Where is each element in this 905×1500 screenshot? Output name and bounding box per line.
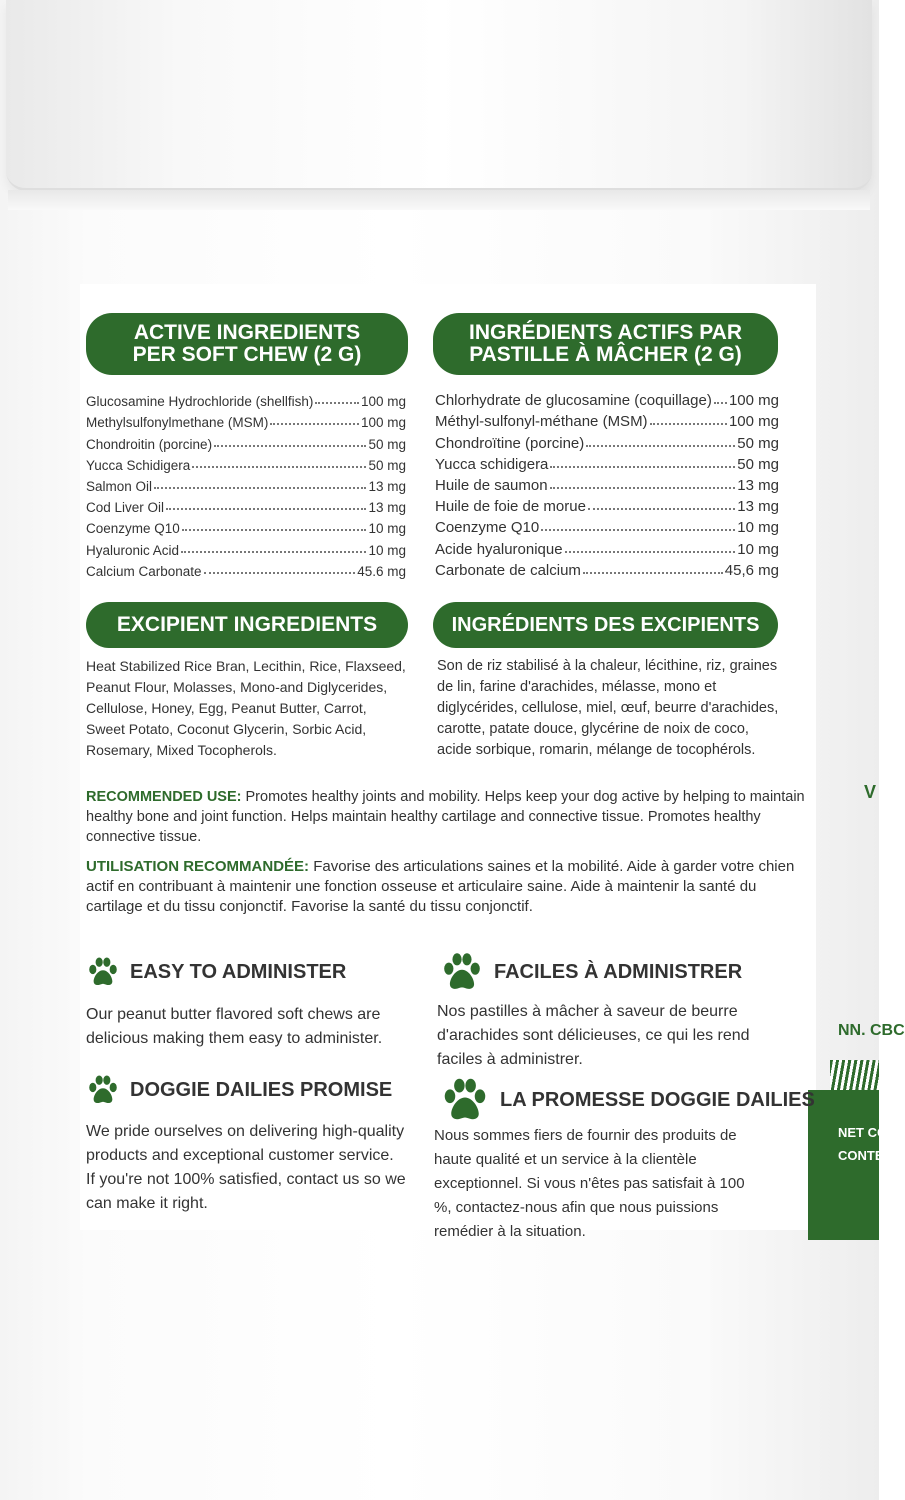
- feature-title-text: DOGGIE DAILIES PROMISE: [130, 1078, 393, 1101]
- recommended-use-text: Promotes healthy joints and mobility. Helps keep your dog active by helping to maintain healthy bone and joint function. Helps maintain healthy cartilage and connective tissue. Promotes healthy connective tissue.: [86, 789, 805, 845]
- ingredient-name: Coenzyme Q10: [86, 521, 180, 537]
- active-ingredients-heading-fr: [433, 313, 778, 375]
- excipient-heading-en: EXCIPIENT INGREDIENTS: [86, 602, 408, 648]
- feature-promise-text-en: We pride ourselves on delivering high-quality products and exceptional customer service. If you're not 100% satisfied, contact us so we can make it right.: [86, 1123, 406, 1212]
- leader-dots: [586, 445, 735, 447]
- feature-easy-text-fr: Nos pastilles à mâcher à saveur de beurre d'arachides sont délicieuses, ce qui les rend faciles à administrer.: [437, 1003, 750, 1068]
- jar-lid: [6, 0, 872, 191]
- ingredient-row: [435, 452, 779, 473]
- feature-easy-title-en: [86, 955, 346, 989]
- leader-dots: [166, 508, 366, 510]
- excipient-text-en: Heat Stabilized Rice Bran, Lecithin, Rice, Flaxseed, Peanut Flour, Molasses, Mono-and Diglycerides, Cellulose, Honey, Egg, Peanut Butter, Carrot, Sweet Potato, Coconut Glycerin, Sorbic Acid, Rosemary, Mixed Tocopherols.: [86, 658, 406, 758]
- feature-promise-title-en: [86, 1073, 392, 1107]
- ingredient-row: [86, 494, 406, 515]
- ingredient-row: [435, 558, 779, 579]
- side-green-band: [808, 1090, 879, 1240]
- active-ingredients-table-fr: [435, 388, 779, 579]
- recommended-use-text: Favorise des articulations saines et la mobilité. Aide à garder votre chien actif en contribuant à maintenir une fonction osseuse et articulaire saine. Aide à maintenir la santé du cartilage et du tissu conjonctif. Favorise la santé du tissu conjonctif.: [86, 858, 795, 915]
- leader-dots: [541, 529, 735, 531]
- leader-dots: [270, 423, 359, 425]
- leader-dots: [583, 572, 723, 574]
- ingredient-amount: 100 mg: [360, 394, 406, 410]
- ingredient-amount: 13 mg: [368, 478, 406, 494]
- paw-icon: [440, 950, 484, 994]
- ingredient-name: Methylsulfonylmethane (MSM): [86, 415, 269, 431]
- leader-dots: [204, 572, 356, 574]
- active-ingredients-table-en: [86, 388, 406, 579]
- leader-dots: [154, 487, 366, 489]
- ingredient-name: Cod Liver Oil: [86, 500, 165, 516]
- active-ingredients-heading-en: [86, 313, 408, 375]
- recommended-use-en: [86, 787, 806, 847]
- leader-dots: [550, 487, 736, 489]
- heading-line-2: PER SOFT CHEW (2 G): [132, 343, 362, 366]
- ingredient-row: [86, 536, 406, 557]
- ingredient-amount: 10 mg: [368, 521, 406, 537]
- recommended-use-label: RECOMMENDED USE:: [86, 789, 242, 805]
- feature-promise-title-fr: [440, 1075, 815, 1125]
- feature-title-text: LA PROMESSE DOGGIE DAILIES: [500, 1088, 815, 1111]
- leader-dots: [650, 423, 727, 425]
- heading-line-1: ACTIVE INGREDIENTS: [133, 320, 361, 344]
- ingredient-amount: 50 mg: [737, 434, 779, 452]
- paw-icon: [86, 955, 120, 989]
- ingredient-row: [86, 409, 406, 430]
- feature-title-text: EASY TO ADMINISTER: [130, 960, 347, 983]
- ingredient-name: Acide hyaluronique: [435, 540, 563, 558]
- feature-easy-text-en: Our peanut butter flavored soft chews are delicious making them easy to administer.: [86, 1006, 383, 1047]
- ingredient-amount: 100 mg: [728, 392, 779, 410]
- ingredient-amount: 13 mg: [737, 498, 779, 516]
- ingredient-name: Chlorhydrate de glucosamine (coquillage): [435, 392, 712, 410]
- paw-icon: [86, 1073, 120, 1107]
- ingredient-name: Calcium Carbonate: [86, 563, 202, 579]
- recommended-use-fr: [86, 857, 806, 917]
- ingredient-row: [435, 409, 779, 430]
- side-letter: V: [864, 782, 877, 802]
- ingredient-amount: 45.6 mg: [357, 563, 406, 579]
- leader-dots: [181, 551, 366, 553]
- ingredient-name: Yucca Schidigera: [86, 457, 191, 473]
- ingredient-row: [86, 430, 406, 451]
- ingredient-name: Carbonate de calcium: [435, 561, 581, 579]
- ingredient-row: [435, 494, 779, 515]
- ingredient-amount: 100 mg: [360, 415, 406, 431]
- ingredient-row: [86, 388, 406, 409]
- ingredient-name: Yucca schidigera: [435, 455, 549, 473]
- excipient-text-fr: Son de riz stabilisé à la chaleur, lécithine, riz, graines de lin, farine d'arachides, mélasse, mono et diglycérides, cellulose, miel, œuf, beurre d'arachides, carotte, patate douce, glycérine de noix de coco, acide sorbique, romarin, mélange de tocophérols.: [437, 658, 779, 758]
- ingredient-name: Coenzyme Q10: [435, 519, 540, 537]
- leader-dots: [714, 402, 727, 404]
- leader-dots: [192, 466, 366, 468]
- ingredient-name: Huile de foie de morue: [435, 498, 586, 516]
- ingredient-row: [86, 452, 406, 473]
- paw-icon: [440, 1075, 490, 1125]
- side-contenu: CONTENU: [838, 1148, 903, 1163]
- recommended-use-label: UTILISATION RECOMMANDÉE:: [86, 858, 310, 875]
- ingredient-amount: 10 mg: [737, 519, 779, 537]
- ingredient-amount: 50 mg: [368, 457, 406, 473]
- ingredient-amount: 10 mg: [737, 540, 779, 558]
- feature-promise-text-fr: Nous sommes fiers de fournir des produits de haute qualité et un service à la clientèle exceptionnel. Si vous n'êtes pas satisfait à 100 %, contactez-nous afin que nous puissions remédier à la situation.: [434, 1127, 745, 1240]
- lid-band: [8, 190, 870, 210]
- ingredient-amount: 50 mg: [737, 455, 779, 473]
- leader-dots: [214, 445, 366, 447]
- leader-dots: [588, 508, 735, 510]
- ingredient-name: Huile de saumon: [435, 476, 548, 494]
- ingredient-name: Méthyl-sulfonyl-méthane (MSM): [435, 413, 648, 431]
- feature-title-text: FACILES À ADMINISTRER: [494, 960, 743, 983]
- ingredient-amount: 13 mg: [368, 500, 406, 516]
- ingredient-row: [435, 473, 779, 494]
- excipient-heading-fr: INGRÉDIENTS DES EXCIPIENTS: [433, 602, 778, 648]
- heading-line-2: PASTILLE À MÂCHER (2 G): [469, 343, 742, 366]
- side-net-content: NET CONT: [838, 1125, 905, 1140]
- ingredient-name: Glucosamine Hydrochloride (shellfish): [86, 394, 314, 410]
- ingredient-amount: 13 mg: [737, 476, 779, 494]
- ingredient-row: [86, 558, 406, 579]
- leader-dots: [550, 466, 735, 468]
- ingredient-amount: 100 mg: [728, 413, 779, 431]
- leader-dots: [182, 529, 367, 531]
- leader-dots: [565, 551, 736, 553]
- ingredient-row: [86, 473, 406, 494]
- ingredient-row: [435, 430, 779, 451]
- ingredient-amount: 50 mg: [368, 436, 406, 452]
- ingredient-name: Chondroitin (porcine): [86, 436, 213, 452]
- feature-easy-title-fr: [440, 950, 742, 994]
- ingredient-name: Chondroïtine (porcine): [435, 434, 585, 452]
- ingredient-row: [435, 536, 779, 557]
- heading-line-1: INGRÉDIENTS ACTIFS PAR: [468, 320, 742, 344]
- side-nn-text: NN. CBC: [838, 1022, 905, 1039]
- leader-dots: [315, 402, 359, 404]
- ingredient-amount: 10 mg: [368, 542, 406, 558]
- ingredient-row: [435, 515, 779, 536]
- ingredient-row: [435, 388, 779, 409]
- ingredient-name: Hyaluronic Acid: [86, 542, 180, 558]
- ingredient-row: [86, 515, 406, 536]
- ingredient-amount: 45,6 mg: [724, 561, 779, 579]
- ingredient-name: Salmon Oil: [86, 478, 153, 494]
